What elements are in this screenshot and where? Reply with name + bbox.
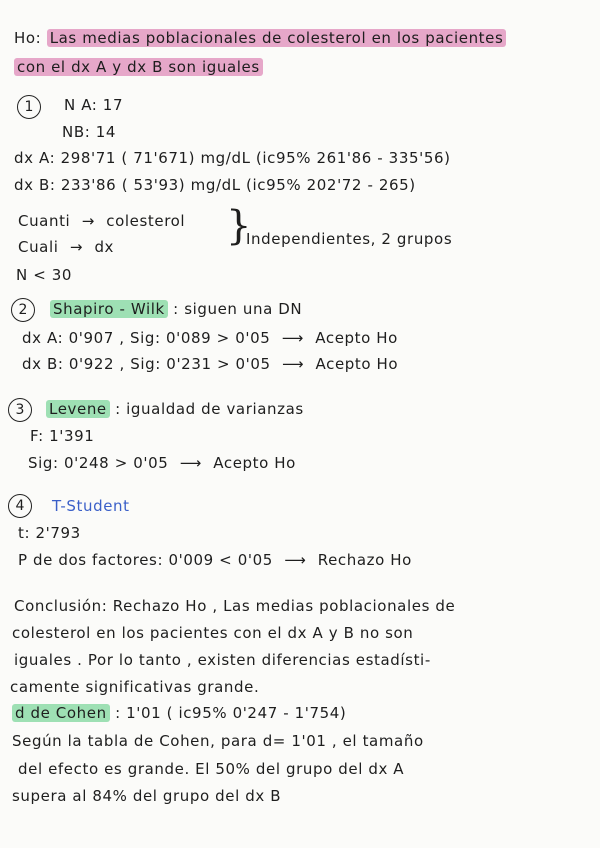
sample-size-condition: N < 30 [16,266,73,284]
step-3-number: 3 [8,398,32,422]
cuanti-label: Cuanti [18,212,71,230]
levene-desc: : igualdad de varianzas [115,400,304,418]
arrow-icon: ⟶ [284,551,307,569]
step-1-number: 1 [17,95,41,119]
shapiro-row-b [22,354,398,374]
conclusion-line-2: colesterol en los pacientes con el dx A y B no son [12,624,414,642]
descriptive-dx-a: dx A: 298'71 ( 71'671) mg/dL (ic95% 261'86 - 335'56) [14,149,451,167]
hypothesis-text-1: Las medias poblacionales de colesterol en los pacientes [47,29,507,47]
shapiro-a-values: dx A: 0'907 , Sig: 0'089 > 0'05 [22,329,271,347]
t-student-result: Rechazo Ho [317,551,412,569]
cohen-row [12,703,346,723]
cuali-variable: dx [94,238,115,256]
p-value: P de dos factores: 0'009 < 0'05 [18,551,273,569]
descriptive-dx-b: dx B: 233'86 ( 53'93) mg/dL (ic95% 202'72 - 265) [14,176,416,194]
p-value-row [18,550,412,570]
conclusion-line-4: camente significativas grande. [10,678,260,696]
shapiro-row-a [22,328,398,348]
conclusion-line-3: iguales . Por lo tanto , existen diferencias estadísti- [14,651,431,669]
sample-size-b: NB: 14 [62,123,117,141]
cohen-label: d de Cohen [12,704,110,722]
shapiro-a-result: Acepto Ho [315,329,398,347]
brace-icon: } [226,203,252,249]
cuali-label: Cuali [18,238,59,256]
levene-sig: Sig: 0'248 > 0'05 [28,454,169,472]
levene-sig-row [28,453,296,473]
step-3-heading [46,399,304,419]
levene-f: F: 1'391 [30,427,95,445]
shapiro-wilk-desc: : siguen una DN [173,300,303,318]
hypothesis-line-1 [14,28,506,48]
sample-size-a: N A: 17 [64,96,124,114]
arrow-icon: → [69,238,84,256]
cohen-line-3: del efecto es grande. El 50% del grupo del dx A [18,760,405,778]
independent-groups: Independientes, 2 grupos [246,230,453,248]
cuanti-variable: colesterol [106,212,186,230]
step-2-number: 2 [11,298,35,322]
shapiro-b-values: dx B: 0'922 , Sig: 0'231 > 0'05 [22,355,271,373]
t-student-label: T-Student [52,497,130,515]
conclusion-line-1: Conclusión: Rechazo Ho , Las medias poblacionales de [14,597,456,615]
hypothesis-line-2 [14,57,263,77]
levene-label: Levene [46,400,110,418]
shapiro-wilk-label: Shapiro - Wilk [50,300,168,318]
variable-qualitative [18,237,114,257]
cohen-value: : 1'01 ( ic95% 0'247 - 1'754) [115,704,347,722]
hypothesis-label: Ho: [14,29,42,47]
levene-result: Acepto Ho [213,454,296,472]
cohen-line-2: Según la tabla de Cohen, para d= 1'01 , el tamaño [12,732,424,750]
arrow-icon: ⟶ [281,329,304,347]
hypothesis-text-2: con el dx A y dx B son iguales [14,58,263,76]
shapiro-b-result: Acepto Ho [315,355,399,373]
cohen-line-4: supera al 84% del grupo del dx B [12,787,282,805]
t-value: t: 2'793 [18,524,81,542]
variable-quantitative [18,211,185,231]
arrow-icon: ⟶ [179,454,202,472]
step-4-number: 4 [8,494,32,518]
step-2-heading [50,299,302,319]
arrow-icon: ⟶ [282,355,305,373]
arrow-icon: → [81,212,95,230]
